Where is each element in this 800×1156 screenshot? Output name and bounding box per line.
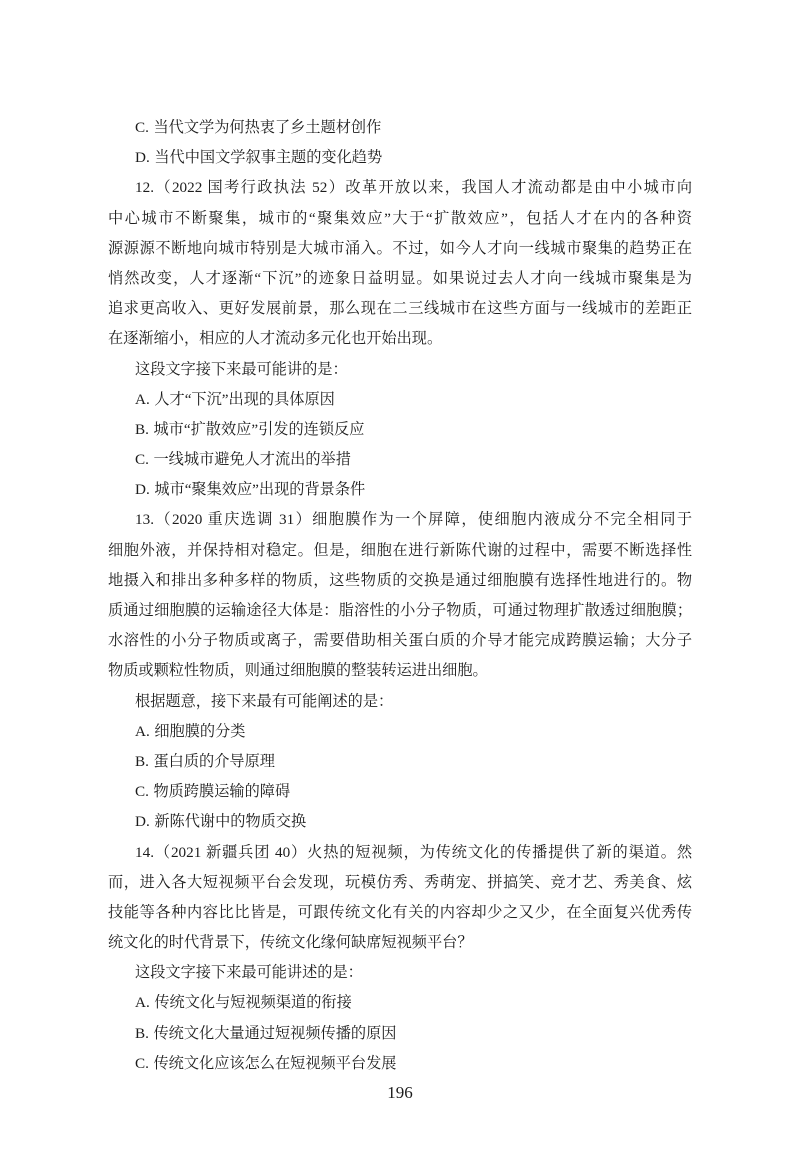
question-12-line-4: 悄然改变，人才逐渐“下沉”的迹象日益明显。如果说过去人才向一线城市聚集是为 <box>108 269 692 287</box>
question-source: （2020 重庆选调 31） <box>153 511 313 529</box>
option-label: B. <box>135 420 149 438</box>
question-12-line-2: 中心城市不断聚集，城市的“聚集效应”大于“扩散效应”，包括人才在内的各种资 <box>108 209 692 227</box>
option-text: 新陈代谢中的物质交换 <box>154 813 307 831</box>
question-14-line-2: 而，进入各大短视频平台会发现，玩模仿秀、秀萌宠、拼搞笑、竞才艺、秀美食、炫 <box>108 873 692 891</box>
stem-text: 火热的短视频，为传统文化的传播提供了新的渠道。然 <box>307 843 693 861</box>
question-12-option-c <box>108 445 692 475</box>
question-12-prompt: 这段文字接下来最可能讲的是： <box>135 360 348 378</box>
question-number: 14. <box>135 843 154 861</box>
question-14-line-3: 技能等各种内容比比皆是，可跟传统文化有关的内容却少之又少，在全面复兴优秀传 <box>108 903 692 921</box>
option-text: 传统文化应该怎么在短视频平台发展 <box>153 1054 397 1072</box>
question-number: 13. <box>135 511 154 529</box>
question-14-option-b <box>108 1019 692 1049</box>
page-number: 196 <box>387 1083 413 1102</box>
question-14-option-c <box>108 1049 692 1079</box>
question-14-prompt: 这段文字接下来最可能讲述的是： <box>135 964 363 982</box>
option-label: A. <box>135 390 150 408</box>
option-label: A. <box>135 722 150 740</box>
question-12-option-a <box>108 385 692 415</box>
question-13-line-2: 细胞外液，并保持相对稳定。但是，细胞在进行新陈代谢的过程中，需要不断选择性 <box>108 541 692 559</box>
question-13-line-1 <box>108 505 692 535</box>
option-c <box>108 113 692 143</box>
option-text: 城市“扩散效应”引发的连锁反应 <box>153 420 365 438</box>
option-text: 传统文化与短视频渠道的衔接 <box>154 994 352 1012</box>
question-source: （2021 新疆兵团 40） <box>153 843 308 861</box>
option-text: 一线城市避免人才流出的举措 <box>153 451 351 469</box>
question-13-prompt: 根据题意，接下来最有可能阐述的是： <box>135 692 394 710</box>
option-label: C. <box>135 119 149 136</box>
question-12-line-1 <box>108 173 692 203</box>
question-13-option-a <box>108 717 692 747</box>
question-12-option-b <box>108 415 692 445</box>
question-13-line-5: 水溶性的小分子物质或离子，需要借助相关蛋白质的介导才能完成跨膜运输；大分子 <box>108 632 692 650</box>
option-d <box>108 143 692 173</box>
question-source: （2022 国考行政执法 52） <box>153 179 346 197</box>
question-13-line-6: 物质或颗粒性物质，则通过细胞膜的整装转运进出细胞。 <box>108 662 488 680</box>
option-text: 当代文学为何热衷了乡土题材创作 <box>153 119 382 136</box>
question-14-line-1 <box>108 838 692 868</box>
option-text: 当代中国文学叙事主题的变化趋势 <box>154 149 383 167</box>
stem-text: 细胞膜作为一个屏障，使细胞内液成分不完全相同于 <box>312 511 693 529</box>
question-12-line-3: 源源源不断地向城市特别是大城市涌入。不过，如今人才向一线城市聚集的趋势正在 <box>108 239 692 257</box>
question-13-option-b <box>108 747 692 777</box>
option-label: C. <box>135 451 149 469</box>
option-label: B. <box>135 1024 149 1042</box>
option-text: 细胞膜的分类 <box>154 722 246 740</box>
page-text <box>108 113 692 1079</box>
option-label: A. <box>135 994 150 1012</box>
option-label: D. <box>135 481 150 499</box>
question-13-option-d <box>108 807 692 837</box>
option-label: D. <box>135 149 150 167</box>
question-number: 12. <box>135 179 154 197</box>
question-14-option-a <box>108 988 692 1018</box>
option-label: C. <box>135 783 149 801</box>
question-14-line-4: 统文化的时代背景下，传统文化缘何缺席短视频平台？ <box>108 934 473 952</box>
question-12-line-6: 在逐渐缩小，相应的人才流动多元化也开始出现。 <box>108 330 443 348</box>
option-label: D. <box>135 813 150 831</box>
stem-text: 改革开放以来，我国人才流动都是由中小城市向 <box>345 179 693 197</box>
question-13-line-4: 质通过细胞膜的运输途径大体是：脂溶性的小分子物质，可通过物理扩散透过细胞膜； <box>108 602 692 619</box>
option-label: B. <box>135 752 149 770</box>
option-text: 传统文化大量通过短视频传播的原因 <box>153 1024 397 1042</box>
option-text: 蛋白质的介导原理 <box>153 752 275 770</box>
question-12-option-d <box>108 475 692 505</box>
question-13-option-c <box>108 777 692 807</box>
option-text: 城市“聚集效应”出现的背景条件 <box>154 481 366 499</box>
option-text: 物质跨膜运输的障碍 <box>153 783 291 801</box>
option-text: 人才“下沉”出现的具体原因 <box>154 390 335 408</box>
question-12-line-5: 追求更高收入、更好发展前景，那么现在二三线城市在这些方面与一线城市的差距正 <box>108 300 692 318</box>
question-13-line-3: 地摄入和排出多种多样的物质，这些物质的交换是通过细胞膜有选择性地进行的。物 <box>108 571 692 589</box>
option-label: C. <box>135 1054 149 1072</box>
